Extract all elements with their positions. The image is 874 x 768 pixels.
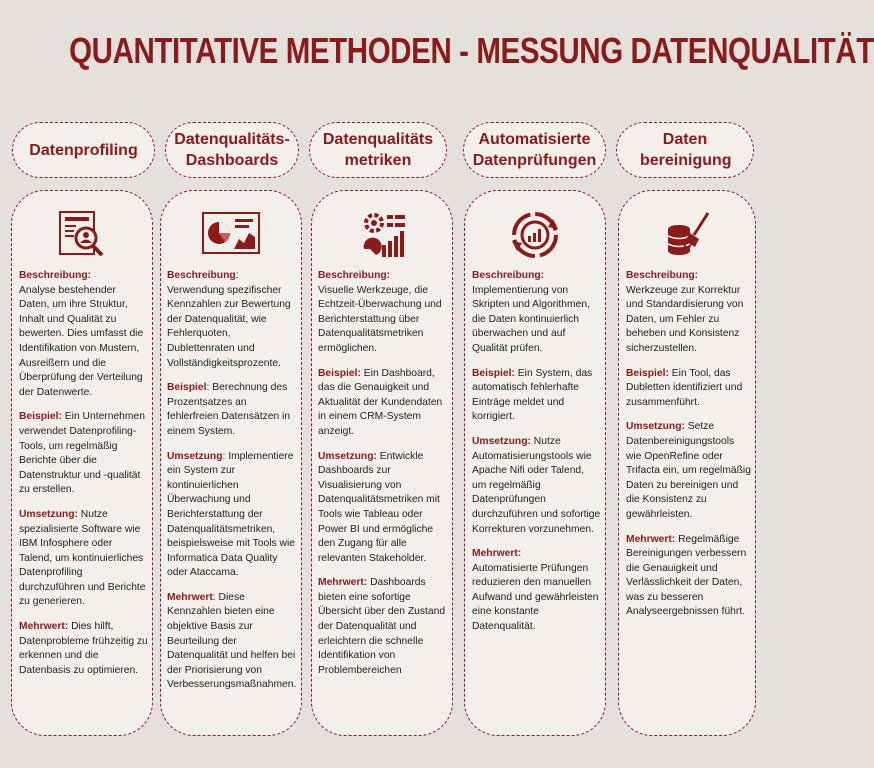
card-metriken (311, 190, 453, 736)
text-beschreibung: Implementierung von Skripten und Algorithmen, die Daten kontinuierlich überwachen und auf Qualität prüfen. (472, 284, 590, 354)
header-label: Automatisierte Datenprüfungen (472, 131, 597, 169)
label-beschreibung: Beschreibung: (318, 270, 391, 281)
text-beschreibung: Werkzeuge zur Korrektur und Standardisierung von Daten, um Fehler zu beheben und Konsistenz sicherzustellen. (626, 284, 744, 354)
card-bereinigung (618, 190, 756, 736)
label-beispiel: Beispiel: (318, 367, 361, 379)
text-beispiel: Ein Dashboard, das die Genauigkeit und Aktualität der Kundendaten in einem CRM-System anzeigt. (318, 367, 443, 437)
text-beschreibung: : Verwendung spezifischer Kennzahlen zur Bewertung der Datenqualität, wie Fehlerquoten, Dublettenraten und Vollständigkeitsprozente. (167, 270, 291, 369)
text-beschreibung: Analyse bestehender Daten, um ihre Struktur, Inhalt und Qualität zu bewerten. Dies umfasst die Identifikation von Mustern, Ausreißern und die Überprüfung der Verteilung der Datenwerte. (19, 284, 144, 398)
label-mehrwert: Mehrwert: (318, 577, 368, 589)
header-datenprofiling (12, 122, 155, 178)
text-mehrwert: : Diese Kennzahlen bieten eine objektive Basis zur Beurteilung der Datenqualität und helfen bei der Priorisierung von Verbesserungsmaßnahmen. (167, 591, 297, 691)
profiling-document-icon (12, 209, 152, 261)
text-umsetzung: Setze Datenbereinigungstools wie OpenRefine oder Trifacta ein, um regelmäßig Daten zu bereinigen und die Konsistenz zu gewährleisten. (626, 421, 751, 520)
label-beschreibung: Beschreibung: (472, 270, 545, 281)
card-automatisierte (464, 190, 606, 736)
database-broom-icon (619, 209, 755, 261)
text-mehrwert: Dies hilft, Datenprobleme frühzeitig zu erkennen und die Datenbasis zu optimieren. (19, 621, 148, 676)
header-label: Datenqualitäts-Dashboards (174, 131, 290, 169)
text-umsetzung: Entwickle Dashboards zur Visualisierung von Datenqualitätsmetriken mit Tools wie Tableau oder Power BI und ermögliche den Zugang für alle relevanten Stakeholder. (318, 450, 440, 564)
label-umsetzung: Umsetzung (167, 450, 223, 462)
header-bereinigung (616, 122, 754, 178)
text-mehrwert: Automatisierte Prüfungen reduzieren den manuellen Aufwand und gewährleisten eine konstante Datenqualität. (472, 562, 599, 633)
text-umsetzung: Nutze Automatisierungstools wie Apache Nifi oder Talend, um regelmäßig Datenprüfungen durchzuführen und sofortige Korrekturen vorzunehmen. (472, 435, 601, 535)
text-beispiel: Ein Tool, das Dubletten identifiziert und zusammenführt. (626, 367, 743, 408)
label-beschreibung: Beschreibung: (19, 270, 92, 281)
label-umsetzung: Umsetzung: (626, 421, 685, 433)
text-beispiel: Ein Unternehmen verwendet Datenprofiling-Tools, um regelmäßig Berichte über die Datenstruktur und -qualität zu erstellen. (19, 411, 145, 496)
page-title: QUANTITATIVE METHODEN - MESSUNG DATENQUALITÄT (69, 30, 874, 71)
header-label: Daten bereinigung (640, 131, 732, 169)
text-mehrwert: Dashboards bieten eine sofortige Übersicht über den Zustand der Datenqualität und erleichtern die schnelle Identifikation von Problembereichen (318, 577, 446, 676)
text-umsetzung: Nutze spezialisierte Software wie IBM Infosphere oder Talend, um kontinuierliches Datenprofiling durchzuführen und Berichte zu generieren. (19, 508, 146, 608)
label-beispiel: Beispiel (167, 382, 207, 394)
header-automatisierte (463, 122, 606, 178)
label-beispiel: Beispiel: (19, 411, 62, 423)
card-dashboards (160, 190, 302, 736)
label-beispiel: Beispiel: (472, 367, 515, 379)
header-metriken (309, 122, 447, 178)
label-mehrwert: Mehrwert: (626, 533, 676, 545)
label-beispiel: Beispiel: (626, 367, 669, 379)
label-mehrwert: Mehrwert: (472, 548, 522, 560)
text-beispiel: Ein System, das automatisch fehlerhafte Einträge meldet und korrigiert. (472, 367, 593, 423)
dashboard-icon (161, 209, 301, 261)
label-umsetzung: Umsetzung: (19, 508, 78, 520)
label-umsetzung: Umsetzung: (472, 435, 531, 447)
label-mehrwert: Mehrwert (167, 591, 213, 603)
header-dashboards (165, 122, 299, 178)
text-mehrwert: Regelmäßige Bereinigungen verbessern die Genauigkeit und Verlässlichkeit der Daten, was zu besseren Analyseergebnissen führt. (626, 533, 747, 618)
header-label: Datenqualitäts metriken (322, 131, 434, 169)
text-beschreibung: Visuelle Werkzeuge, die Echtzeit-Überwachung und Berichterstattung über Datenqualitätsmetriken ermöglichen. (318, 284, 442, 354)
card-datenprofiling (11, 190, 153, 736)
automation-cycle-icon (465, 209, 605, 261)
metrics-gear-chart-icon (312, 209, 452, 261)
label-beschreibung: Beschreibung (167, 270, 236, 281)
label-beschreibung: Beschreibung: (626, 270, 699, 281)
header-label: Datenprofiling (29, 141, 138, 159)
label-mehrwert: Mehrwert: (19, 621, 69, 633)
text-beispiel: : Berechnung des Prozentsatzes an fehlerfreien Datensätzen in einem System. (167, 382, 291, 437)
text-umsetzung: : Implementiere ein System zur kontinuierlichen Überwachung und Berichterstattung der Datenqualitätsmetriken, beispielsweise mit Tools wie Informatica Data Quality oder Ataccama. (167, 450, 296, 579)
label-umsetzung: Umsetzung: (318, 450, 377, 462)
